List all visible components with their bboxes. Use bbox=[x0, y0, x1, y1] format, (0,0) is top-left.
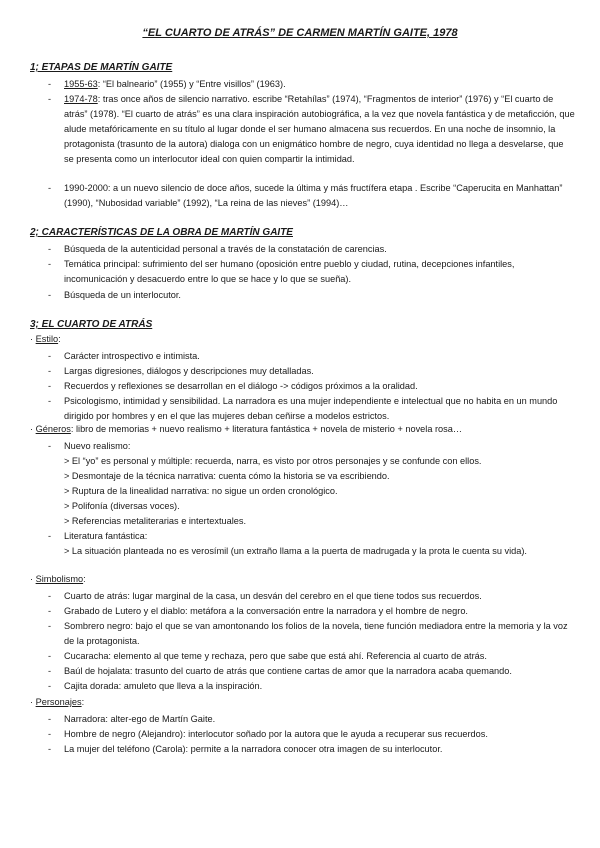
item-text: Temática principal: sufrimiento del ser humano (oposición entre pueblo y ciudad, rutina, decepciones infantiles, incomunicación y desacuerdo entre lo que se hace y lo que se sueña). bbox=[64, 259, 515, 284]
subheading-personajes: · Personajes: bbox=[30, 697, 85, 707]
subheading-generos: · Géneros: libro de memorias + nuevo realismo + literatura fantástica + novela de misterio + novela rosa… bbox=[30, 424, 463, 434]
bullet-dash: - bbox=[48, 259, 52, 269]
list-item: - Largas digresiones, diálogos y descripciones muy detalladas. bbox=[48, 366, 314, 376]
bullet-dash: - bbox=[48, 290, 52, 300]
subheading-simbolismo: · Simbolismo: bbox=[30, 574, 86, 584]
item-text: Búsqueda de la autenticidad personal a través de la constatación de carencias. bbox=[64, 244, 387, 254]
sub-list-item: > El “yo” es personal y múltiple: recuerda, narra, es visto por otros personajes y se confunde con ellos. bbox=[64, 456, 482, 466]
sub-list-item: > Desmontaje de la técnica narrativa: cuenta cómo la historia se va escribiendo. bbox=[64, 471, 390, 481]
sub-list-item: > Ruptura de la linealidad narrativa: no sigue un orden cronológico. bbox=[64, 486, 338, 496]
list-item: - Recuerdos y reflexiones se desarrollan en el diálogo -> códigos próximos a la oralidad. bbox=[48, 381, 418, 391]
sub-list-item: > Polifonía (diversas voces). bbox=[64, 501, 180, 511]
bullet-dash: - bbox=[48, 244, 52, 254]
date-range: 1955-63 bbox=[64, 79, 98, 89]
item-text: 1990-2000: a un nuevo silencio de doce años, sucede la última y más fructífera etapa . Escribe “Caperucita en Manhattan” (1990), “Nubosidad variable” (1992), “La reina de las nieves” (1994)… bbox=[64, 183, 563, 208]
list-item bbox=[30, 77, 575, 92]
bullet-dash: - bbox=[48, 79, 52, 89]
list-item: - La mujer del teléfono (Carola): permite a la narradora conocer otra imagen de su interlocutor. bbox=[48, 744, 443, 754]
sub-list-item: > Referencias metaliterarias e intertextuales. bbox=[64, 516, 247, 526]
list-item: - Carácter introspectivo e intimista. bbox=[48, 351, 200, 361]
list-item: - Nuevo realismo: bbox=[48, 441, 131, 451]
list-item bbox=[30, 92, 575, 167]
document-title: “EL CUARTO DE ATRÁS” DE CARMEN MARTÍN GAITE, 1978 bbox=[142, 27, 458, 39]
subheading-estilo: · Estilo: bbox=[30, 334, 61, 344]
list-item bbox=[30, 257, 575, 287]
list-item bbox=[30, 242, 575, 257]
list-item: - Grabado de Lutero y el diablo: metáfora a la conversación entre la narradora y el hombre de negro. bbox=[48, 606, 468, 616]
list-item: - Narradora: alter-ego de Martín Gaite. bbox=[48, 714, 216, 724]
list-item: - Psicologismo, intimidad y sensibilidad. La narradora es una mujer independiente e intelectual que no habita en un mundo dirigido por hombres y en el que las mujeres deban ceñirse a modelos estrictos. bbox=[48, 396, 558, 421]
list-item: - Hombre de negro (Alejandro): interlocutor soñado por la autora que le ayuda a recuperar sus recuerdos. bbox=[48, 729, 488, 739]
item-text: : “El balneario” (1955) y “Entre visillos” (1963). bbox=[97, 79, 286, 89]
list-item: - Cuarto de atrás: lugar marginal de la casa, un desván del cerebro en el que tiene todos sus recuerdos. bbox=[48, 591, 482, 601]
list-item bbox=[30, 288, 575, 303]
bullet-dash: - bbox=[48, 94, 52, 104]
list-item: - Cucaracha: elemento al que teme y rechaza, pero que sabe que está ahí. Referencia al cuarto de atrás. bbox=[48, 651, 487, 661]
bullet-dash: - bbox=[48, 183, 52, 193]
date-range: 1974-78 bbox=[64, 94, 98, 104]
list-item: - Literatura fantástica: bbox=[48, 531, 148, 541]
list-item: - Sombrero negro: bajo el que se van amontonando los folios de la novela, tiene función mediadora entre la memoria y la voz de la protagonista. bbox=[48, 621, 568, 646]
item-text: Búsqueda de un interlocutor. bbox=[64, 290, 181, 300]
list-item: - Baúl de hojalata: trasunto del cuarto de atrás que contiene cartas de amor que la narradora acaba quemando. bbox=[48, 666, 512, 676]
section-heading-etapas: 1; ETAPAS DE MARTÍN GAITE bbox=[30, 62, 173, 73]
item-text: : tras once años de silencio narrativo. escribe “Retahílas” (1974), “Fragmentos de interior” (1976) y “El cuarto de atrás” (1978). “El cuarto de atrás” es una clara inspiración autobiográfica, a la vez que novela fantástica y de metaficción, que alude metafóricamente en su título al lugar donde el ser humano almacena sus recuerdos. En una noche de insomnio, la protagonista (trasunto de la autora) dialoga con un enigmático hombre de negro, cuya identidad no llega a desvelarse, que se presenta como un interlocutor ideal con quien compartir la intimidad. bbox=[64, 94, 575, 164]
section-heading-caracteristicas: 2; CARACTERÍSTICAS DE LA OBRA DE MARTÍN GAITE bbox=[30, 227, 293, 238]
list-item bbox=[30, 181, 575, 211]
section-heading-cuarto: 3; EL CUARTO DE ATRÁS bbox=[30, 319, 153, 330]
sub-list-item: > La situación planteada no es verosímil (un extraño llama a la puerta de madrugada y la prota le cuenta su vida). bbox=[64, 546, 527, 556]
list-item: - Cajita dorada: amuleto que lleva a la inspiración. bbox=[48, 681, 263, 691]
